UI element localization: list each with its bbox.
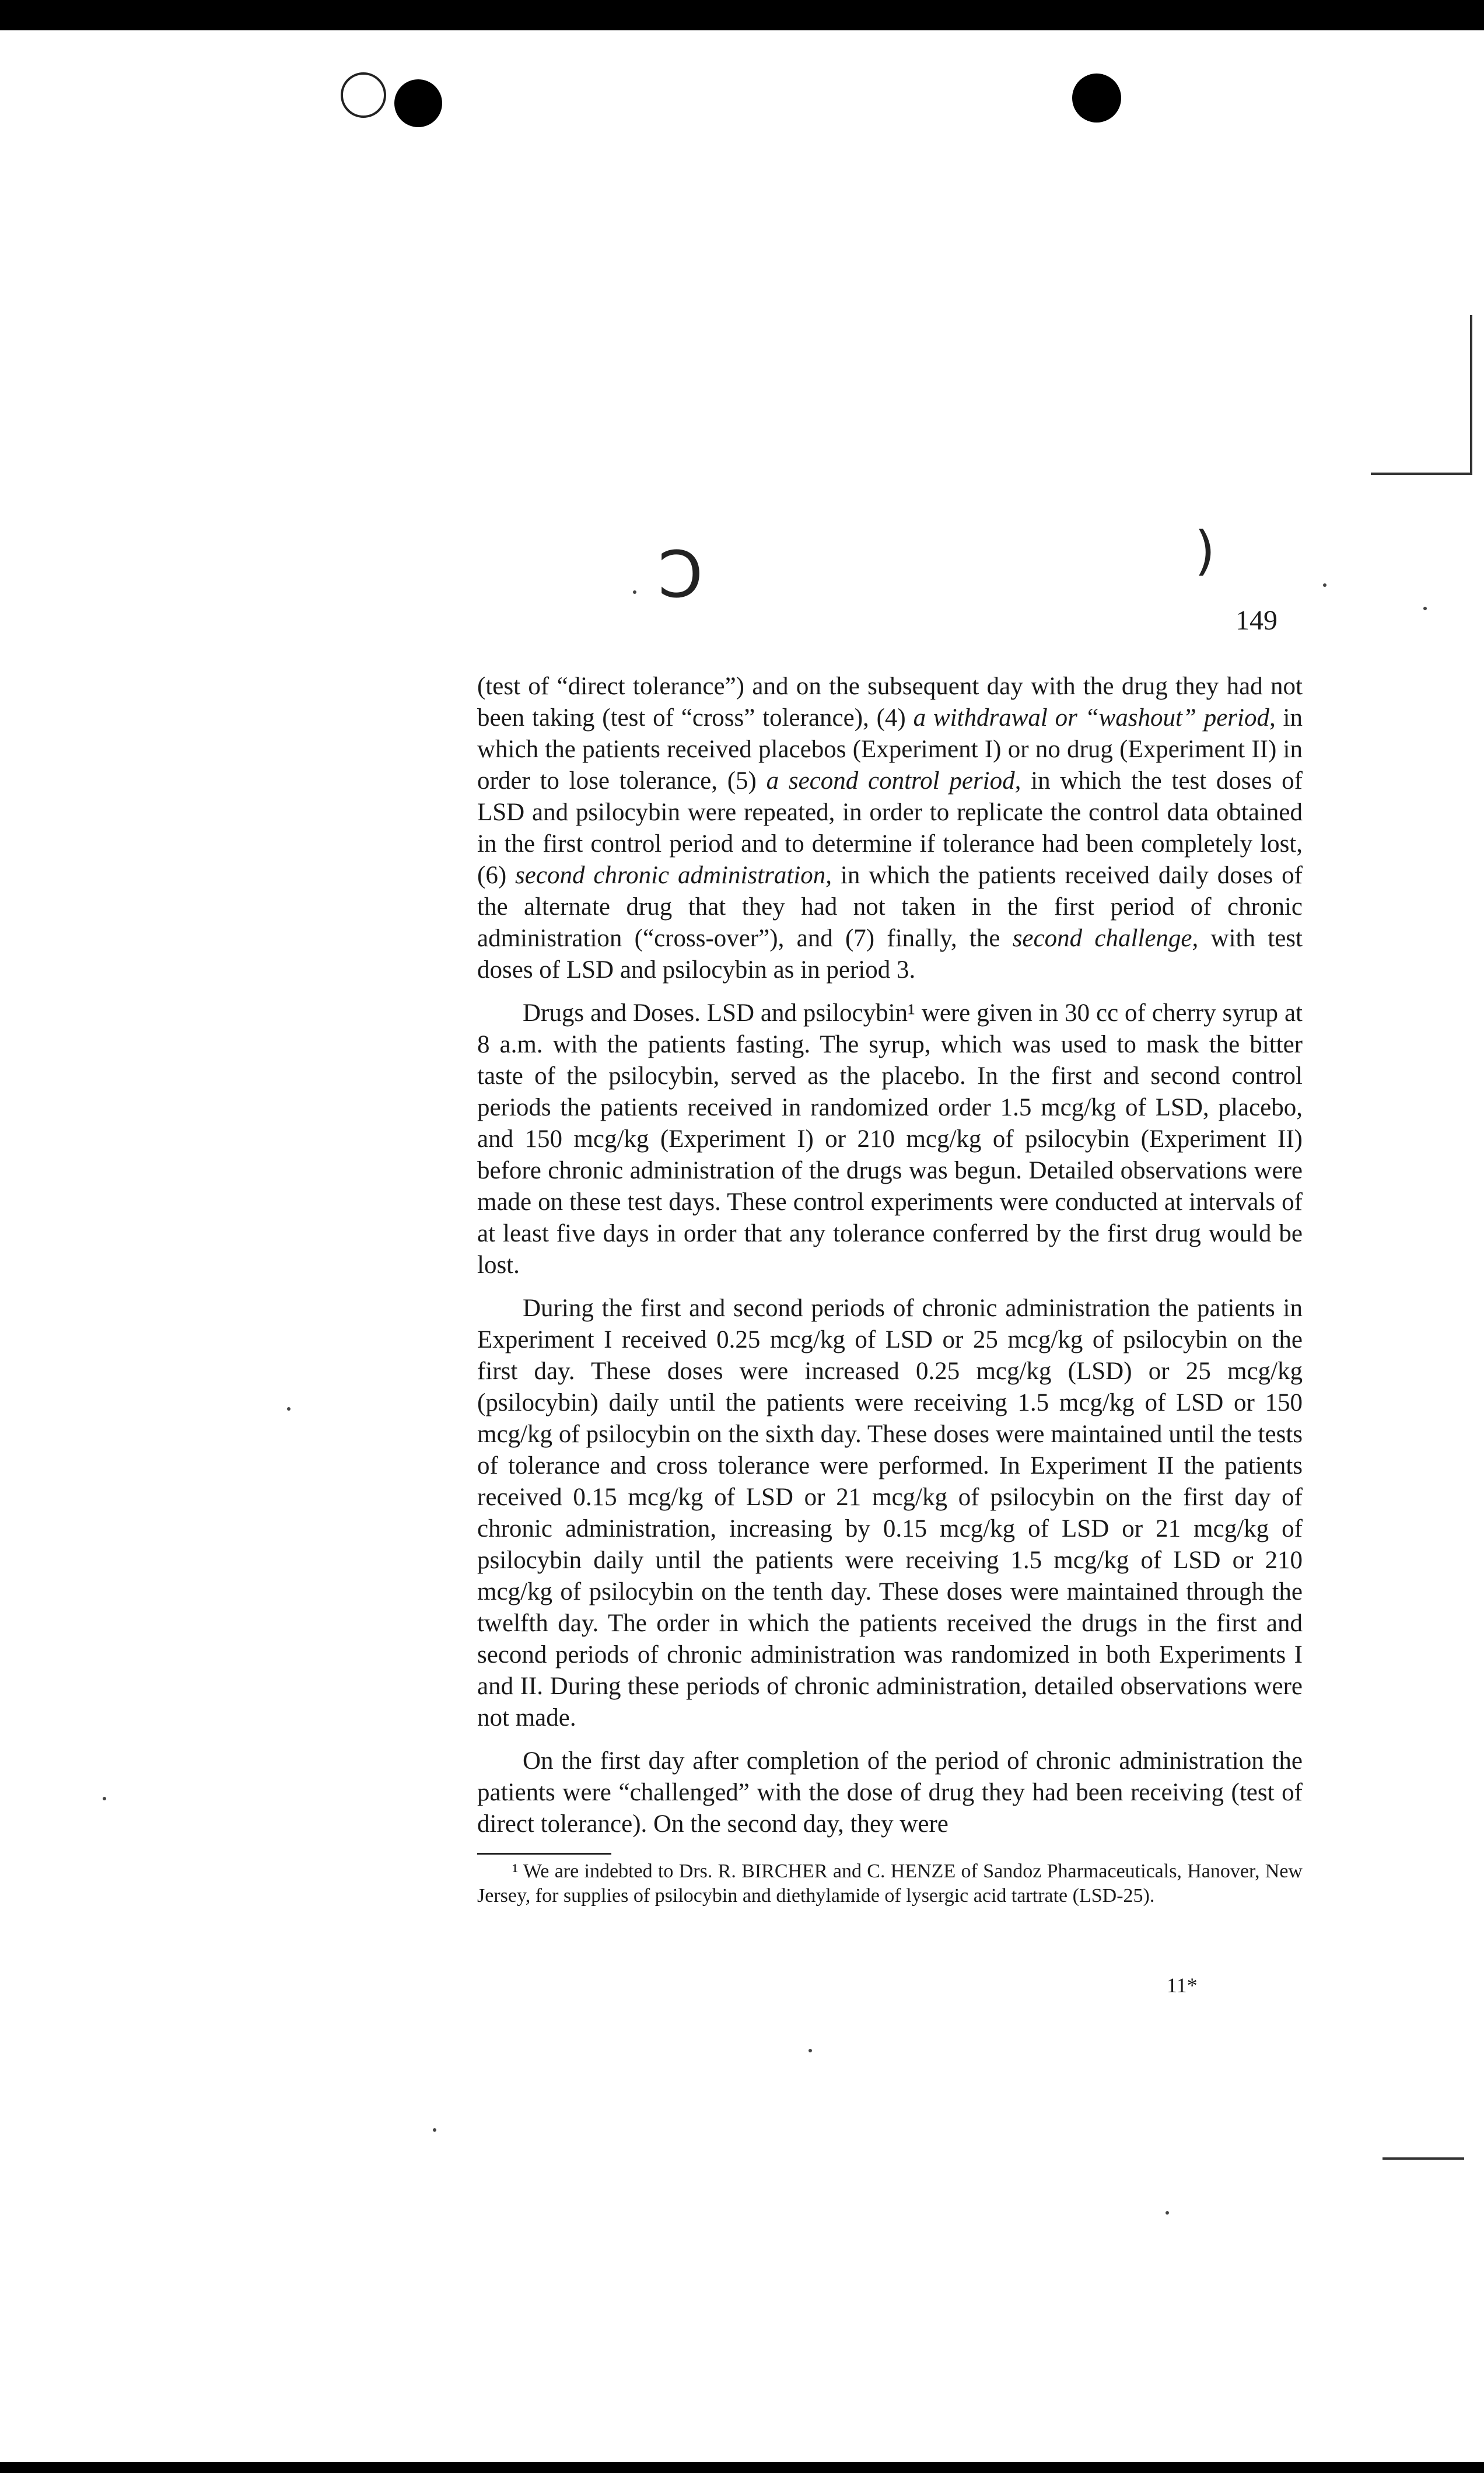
body-text [477, 671, 1303, 1908]
text-run: Drugs and Doses. [523, 999, 701, 1027]
italic-run: second chronic administration, [515, 862, 832, 889]
page-number: 149 [1236, 605, 1278, 636]
footnote-rule [477, 1853, 611, 1855]
scan-speck [633, 590, 636, 594]
scan-bottom-border [0, 2462, 1484, 2473]
footnote: ¹ We are indebted to Drs. R. BIRCHER and C. HENZE of Sandoz Pharmaceuticals, Hanover, New Jersey, for supplies of psilocybin and diethylamide of lysergic acid tartrate (LSD-25). [477, 1860, 1303, 1907]
hole-arc-mark: Ↄ [658, 537, 704, 612]
italic-run: a second control period, [766, 767, 1021, 795]
margin-bracket-mark [1371, 315, 1472, 475]
punch-hole-open [341, 72, 386, 118]
text-run: On the first day after completion of the period of chronic administration the patients were “challenged” with the dose of drug they had been receiving (test of direct tolerance). On the second day, they were [477, 1747, 1303, 1838]
text-run: (test of “direct tolerance”) and on the subsequent day with the drug they had not been taking (test of “cross” tolerance), (4) [477, 673, 1303, 732]
punch-hole-filled [394, 79, 442, 127]
text-run: in which the test doses of LSD and psilocybin were repeated, in order to replicate the control data obtained in the first control period and to determine if tolerance had been completely lost, (6) [477, 767, 1303, 889]
italic-run: a withdrawal or “washout” period, [913, 704, 1276, 732]
scan-speck [1323, 583, 1326, 587]
paragraph [477, 1293, 1303, 1734]
scan-speck [103, 1797, 106, 1800]
punch-hole-filled [1072, 74, 1121, 123]
hole-arc-mark: ) [1195, 520, 1216, 582]
italic-run: second challenge, [1012, 925, 1199, 952]
text-run: with test doses of LSD and psilocybin as in period 3. [477, 925, 1303, 984]
scan-speck [1166, 2211, 1169, 2215]
paragraph [477, 671, 1303, 986]
margin-bracket-mark [1382, 2153, 1464, 2160]
signature-mark: 11* [1167, 1974, 1198, 1997]
text-run: LSD and psilocybin¹ were given in 30 cc of cherry syrup at 8 a.m. with the patients fasting. The syrup, which was used to mask the bitter taste of the psilocybin, served as the placebo. In the first and second control periods the patients received in randomized order 1.5 mcg/kg of LSD, placebo, and 150 mcg/kg (Experiment I) or 210 mcg/kg of psilocybin (Experiment II) before chronic administration of the drugs was begun. Detailed observations were made on these test days. These control experiments were conducted at intervals of at least five days in order that any tolerance conferred by the first drug would be lost. [477, 999, 1303, 1279]
text-run: During the first and second periods of chronic administration the patients in Experiment I received 0.25 mcg/kg of LSD or 25 mcg/kg of psilocybin on the first day. These doses were increased 0.25 mcg/kg (LSD) or 25 mcg/kg (psilocybin) daily until the patients were receiving 1.5 mcg/kg of LSD or 150 mcg/kg of psilocybin on the sixth day. These doses were maintained until the tests of tolerance and cross tolerance were performed. In Experiment II the patients received 0.15 mcg/kg of LSD or 21 mcg/kg of psilocybin on the first day of chronic administration, increasing by 0.15 mcg/kg of LSD or 21 mcg/kg of psilocybin daily until the patients were receiving 1.5 mcg/kg of LSD or 210 mcg/kg of psilocybin on the tenth day. These doses were maintained through the twelfth day. The order in which the patients received the drugs in the first and second periods of chronic administration was randomized in both Experiments I and II. During these periods of chronic administration, detailed observations were not made. [477, 1295, 1303, 1732]
paragraph [477, 1746, 1303, 1840]
scan-speck [433, 2128, 436, 2132]
scan-speck [808, 2049, 812, 2052]
text-run: in which the patients received daily doses of the alternate drug that they had not taken in the first period of chronic administration (“cross-over”), and (7) finally, the [477, 862, 1303, 952]
scan-speck [287, 1407, 290, 1411]
scan-speck [1423, 607, 1427, 610]
scan-top-border [0, 0, 1484, 30]
paragraph [477, 998, 1303, 1281]
text-run: in which the patients received placebos (Experiment I) or no drug (Experiment II) in order to lose tolerance, (5) [477, 704, 1303, 795]
